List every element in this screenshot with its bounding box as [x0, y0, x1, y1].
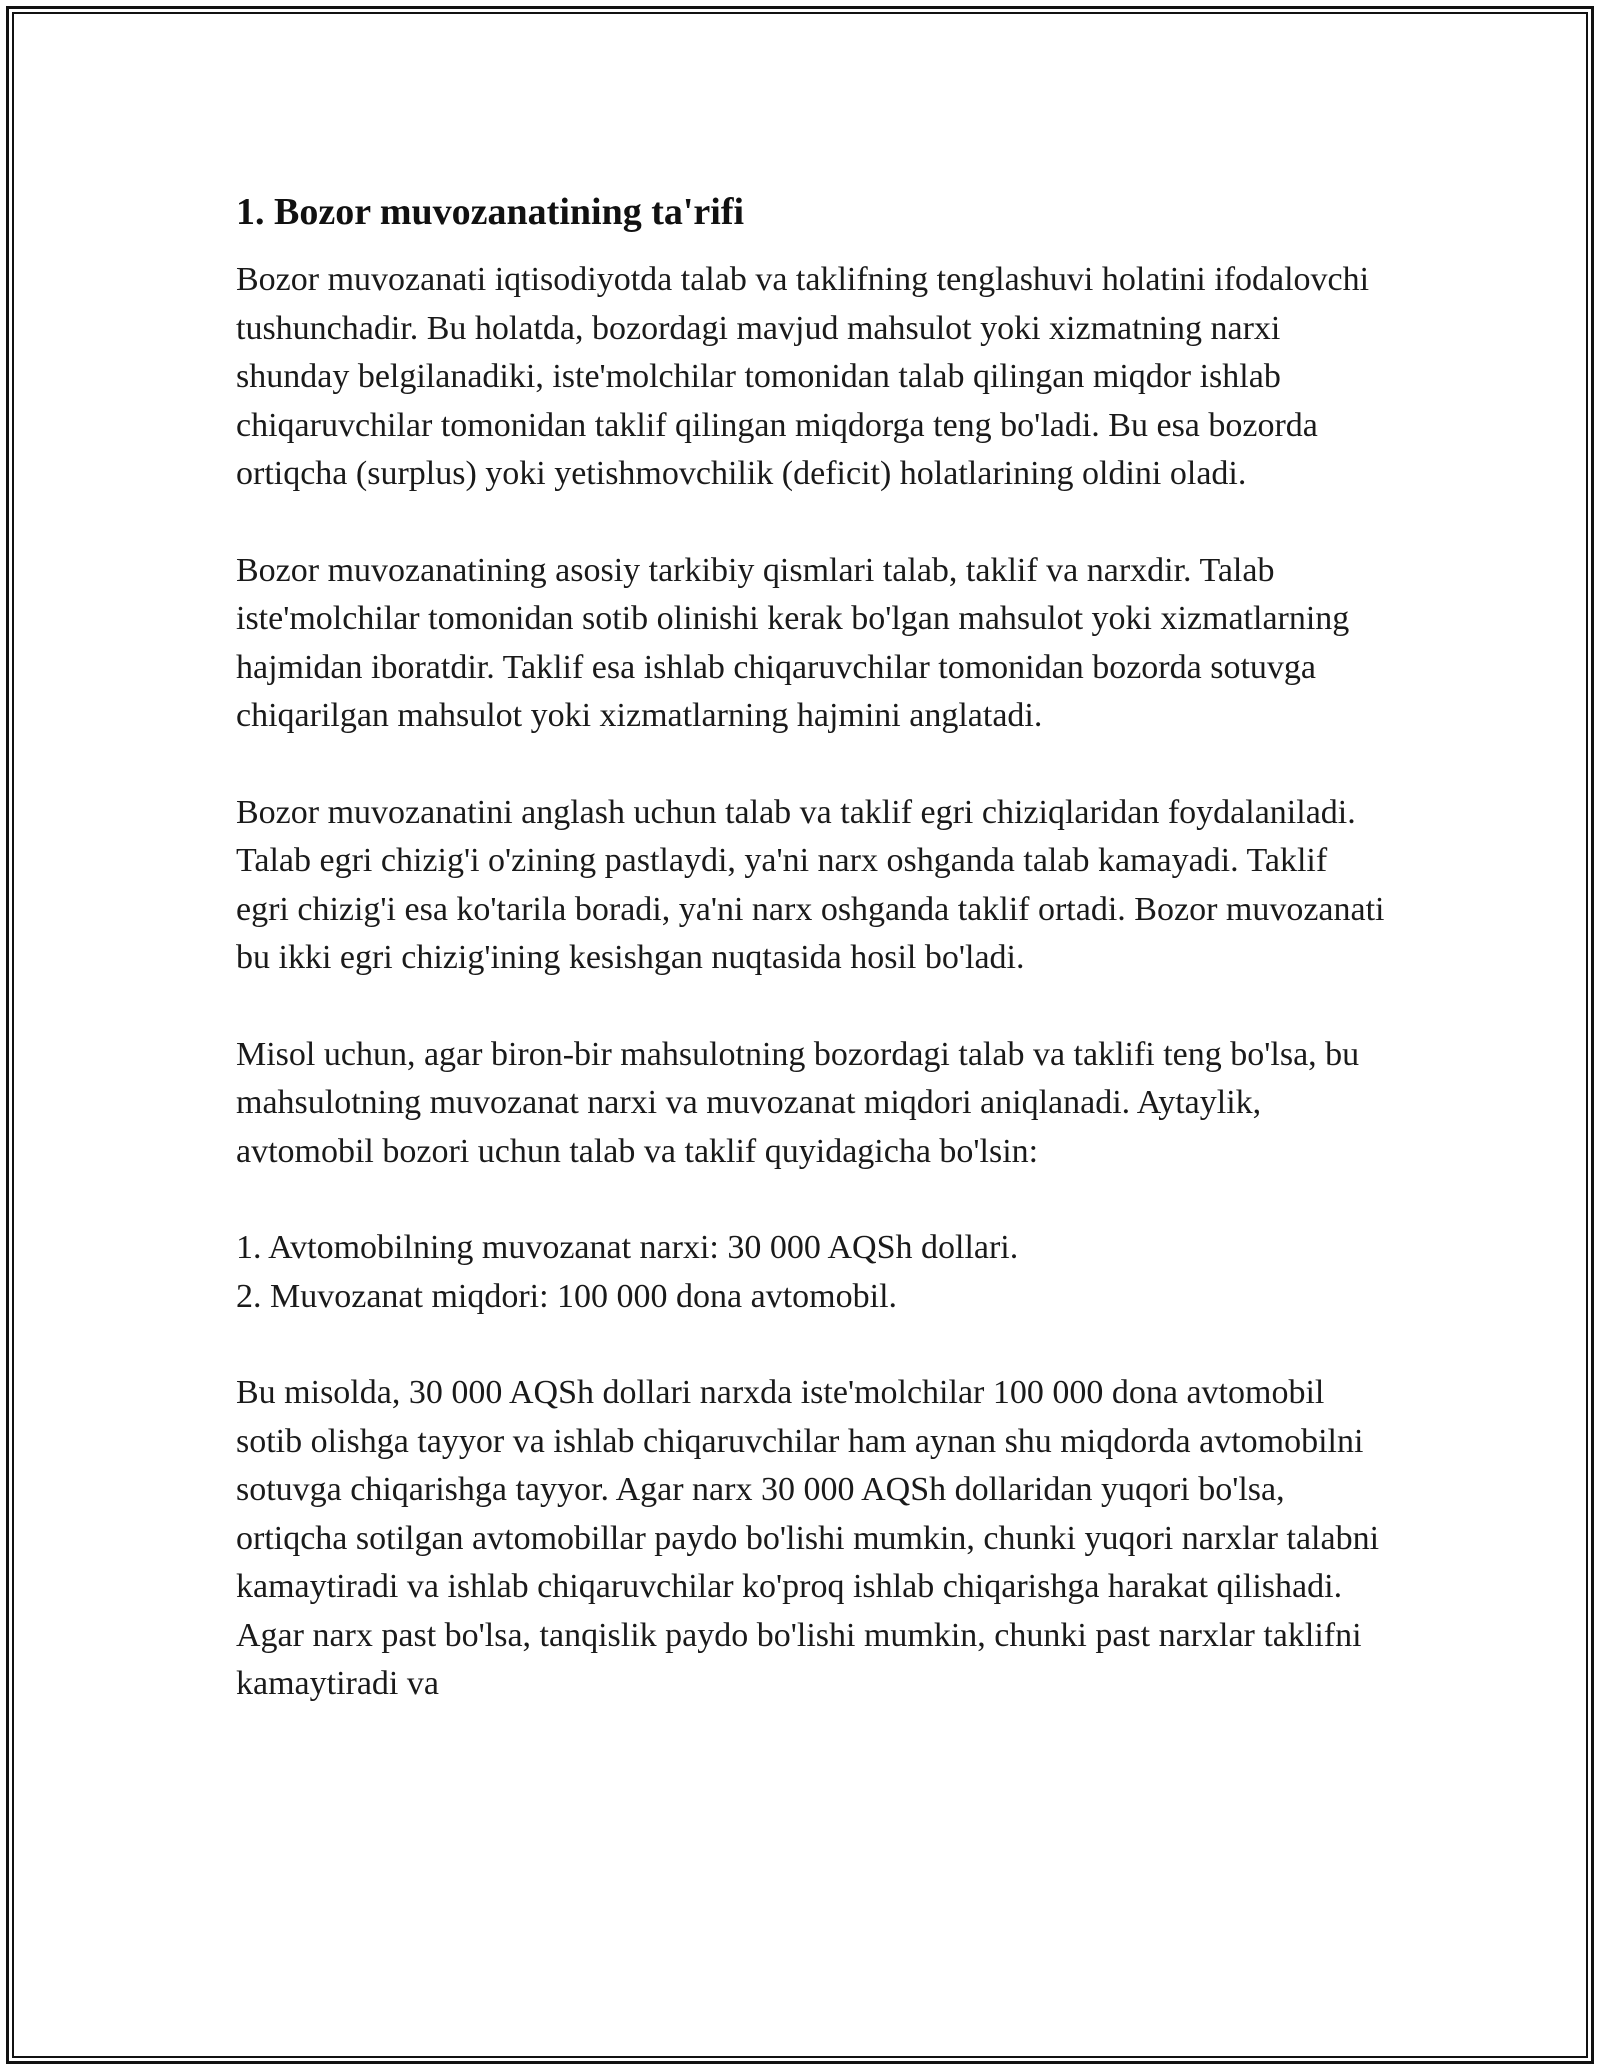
- paragraph-components: Bozor muvozanatining asosiy tarkibiy qismlari talab, taklif va narxdir. Talab iste'molchilar tomonidan sotib olinishi kerak bo'lgan mahsulot yoki xizmatlarning hajmidan iboratdir. Taklif esa ishlab chiqaruvchilar tomonidan bozorda sotuvga chiqarilgan mahsulot yoki xizmatlarning hajmini anglatadi.: [236, 551, 1350, 734]
- paragraph-definition: Bozor muvozanati iqtisodiyotda talab va taklifning tenglashuvi holatini ifodalovchi tushunchadir. Bu holatda, bozordagi mavjud mahsulot yoki xizmatning narxi shunday belgilanadiki, iste'molchilar tomonidan talab qilingan miqdor ishlab chiqaruvchilar tomonidan taklif qilingan miqdorga teng bo'ladi. Bu esa bozorda ortiqcha (surplus) yoki yetishmovchilik (deficit) holatlarining oldini oladi.: [236, 261, 1370, 492]
- document-body: [236, 186, 1386, 1757]
- paragraph-explanation: Bu misolda, 30 000 AQSh dollari narxda iste'molchilar 100 000 dona avtomobil sotib olishga tayyor va ishlab chiqaruvchilar ham aynan shu miqdorda avtomobilni sotuvga chiqarishga tayyor. Agar narx 30 000 AQSh dollaridan yuqori bo'lsa, ortiqcha sotilgan avtomobillar paydo bo'lishi mumkin, chunki yuqori narxlar talabni kamaytiradi va ishlab chiqaruvchilar ko'proq ishlab chiqarishga harakat qilishadi. Agar narx past bo'lsa, tanqislik paydo bo'lishi mumkin, chunki past narxlar taklifni kamaytiradi va: [236, 1374, 1380, 1702]
- example-list: [236, 1224, 1386, 1321]
- paragraph-curves: Bozor muvozanatini anglash uchun talab va taklif egri chiziqlaridan foydalaniladi. Talab egri chizig'i o'zining pastlaydi, ya'ni narx oshganda talab kamayadi. Taklif egri chizig'i esa ko'tarila boradi, ya'ni narx oshganda taklif ortadi. Bozor muvozanati bu ikki egri chizig'ining kesishgan nuqtasida hosil bo'ladi.: [236, 793, 1385, 976]
- section-heading: 1. Bozor muvozanatining ta'rifi: [236, 191, 745, 233]
- list-item: 1. Avtomobilning muvozanat narxi: 30 000 AQSh dollari.: [236, 1229, 1019, 1266]
- list-item: 2. Muvozanat miqdori: 100 000 dona avtomobil.: [236, 1277, 898, 1315]
- paragraph-example: Misol uchun, agar biron-bir mahsulotning bozordagi talab va taklifi teng bo'lsa, bu mahsulotning muvozanat narxi va muvozanat miqdori aniqlanadi. Aytaylik, avtomobil bozori uchun talab va taklif quyidagicha bo'lsin:: [236, 1035, 1360, 1170]
